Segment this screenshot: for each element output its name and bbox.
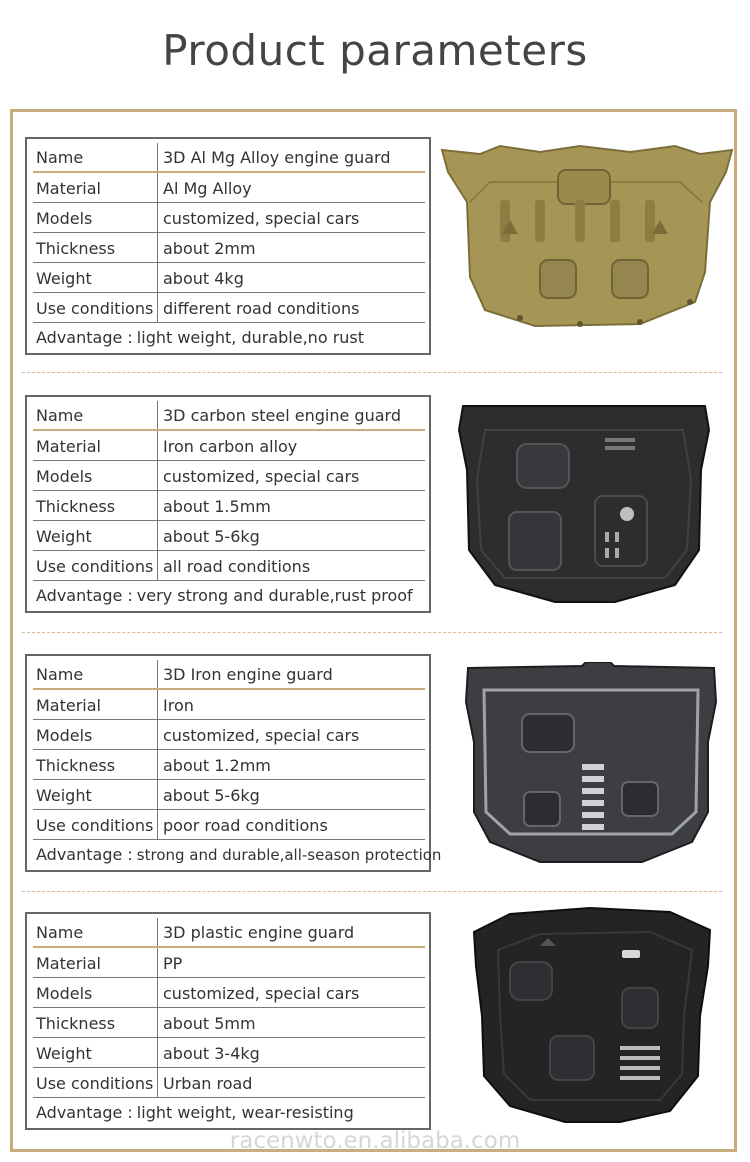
spec-row-advantage: [36, 1103, 354, 1122]
spec-row-weight: [33, 263, 425, 293]
product-block-iron: [0, 654, 750, 872]
spec-label: Thickness: [36, 1014, 116, 1033]
spec-value: strong and durable,all-season protection: [136, 846, 442, 864]
spec-row-thickness: [33, 750, 425, 780]
spec-label: Name: [36, 148, 84, 167]
spec-label: Advantage :: [36, 328, 133, 347]
spec-value: about 2mm: [163, 239, 256, 258]
product-block-aluminum: [0, 137, 750, 355]
spec-value: light weight, wear-resisting: [136, 1103, 354, 1122]
spec-value: customized, special cars: [163, 467, 360, 486]
section-divider: [22, 632, 722, 633]
spec-value: 3D carbon steel engine guard: [163, 406, 401, 425]
spec-table: [25, 395, 431, 613]
spec-label: Use conditions: [36, 557, 154, 576]
section-divider: [22, 372, 722, 373]
spec-row-thickness: [33, 491, 425, 521]
spec-value: 3D Iron engine guard: [163, 665, 333, 684]
spec-value: Al Mg Alloy: [163, 179, 252, 198]
spec-row-use-conditions: [33, 1068, 425, 1098]
spec-label: Use conditions: [36, 299, 154, 318]
spec-row-models: [33, 720, 425, 750]
section-divider: [22, 891, 722, 892]
spec-label: Weight: [36, 1044, 92, 1063]
spec-value: very strong and durable,rust proof: [136, 586, 413, 605]
spec-label: Use conditions: [36, 1074, 154, 1093]
spec-value: Iron carbon alloy: [163, 437, 298, 456]
spec-label: Weight: [36, 269, 92, 288]
spec-row-models: [33, 203, 425, 233]
spec-label: Weight: [36, 527, 92, 546]
spec-label: Material: [36, 179, 101, 198]
spec-value: about 1.5mm: [163, 497, 271, 516]
spec-label: Advantage :: [36, 1103, 133, 1122]
spec-row-advantage: [36, 845, 441, 864]
engine-guard-carbon-steel-icon: [455, 400, 715, 605]
spec-value: light weight, durable,no rust: [136, 328, 365, 347]
spec-table: [25, 912, 431, 1130]
spec-row-material: [33, 173, 425, 203]
page-title: Product parameters: [162, 26, 588, 75]
spec-label: Advantage :: [36, 586, 133, 605]
spec-value: about 4kg: [163, 269, 244, 288]
spec-label: Thickness: [36, 239, 116, 258]
spec-label: Thickness: [36, 497, 116, 516]
spec-table: [25, 654, 442, 872]
spec-label: Material: [36, 696, 101, 715]
spec-value: 3D Al Mg Alloy engine guard: [163, 148, 391, 167]
engine-guard-plastic-icon: [470, 906, 715, 1124]
spec-row-advantage: [36, 586, 413, 605]
spec-value: about 1.2mm: [163, 756, 271, 775]
spec-row-models: [33, 978, 425, 1008]
spec-value: about 3-4kg: [163, 1044, 260, 1063]
spec-label: Thickness: [36, 756, 116, 775]
engine-guard-aluminum-icon: [440, 142, 735, 337]
spec-row-name: [33, 401, 425, 431]
spec-value: PP: [163, 954, 183, 973]
spec-value: different road conditions: [163, 299, 360, 318]
engine-guard-iron-icon: [462, 662, 720, 867]
spec-value: 3D plastic engine guard: [163, 923, 355, 942]
spec-row-use-conditions: [33, 293, 425, 323]
spec-row-advantage: [36, 328, 364, 347]
spec-label: Weight: [36, 786, 92, 805]
spec-label: Use conditions: [36, 816, 154, 835]
spec-row-thickness: [33, 233, 425, 263]
spec-value: customized, special cars: [163, 984, 360, 1003]
spec-label: Models: [36, 984, 93, 1003]
spec-row-use-conditions: [33, 551, 425, 581]
spec-value: Iron: [163, 696, 194, 715]
spec-label: Name: [36, 923, 84, 942]
spec-row-name: [33, 660, 425, 690]
spec-row-thickness: [33, 1008, 425, 1038]
spec-value: customized, special cars: [163, 209, 360, 228]
spec-label: Material: [36, 954, 101, 973]
spec-label: Models: [36, 209, 93, 228]
spec-row-material: [33, 948, 425, 978]
spec-table: [25, 137, 431, 355]
spec-value: all road conditions: [163, 557, 311, 576]
spec-value: about 5-6kg: [163, 527, 260, 546]
spec-value: poor road conditions: [163, 816, 328, 835]
spec-value: about 5-6kg: [163, 786, 260, 805]
spec-label: Advantage :: [36, 845, 133, 864]
spec-value: Urban road: [163, 1074, 253, 1093]
spec-label: Material: [36, 437, 101, 456]
spec-label: Name: [36, 665, 84, 684]
spec-row-material: [33, 431, 425, 461]
spec-row-name: [33, 918, 425, 948]
spec-row-name: [33, 143, 425, 173]
spec-row-weight: [33, 1038, 425, 1068]
spec-row-material: [33, 690, 425, 720]
spec-label: Name: [36, 406, 84, 425]
spec-row-weight: [33, 521, 425, 551]
watermark: racenwto.en.alibaba.com: [229, 1128, 521, 1154]
product-block-carbon-steel: [0, 395, 750, 613]
spec-row-use-conditions: [33, 810, 425, 840]
spec-value: customized, special cars: [163, 726, 360, 745]
spec-row-weight: [33, 780, 425, 810]
product-block-plastic: [0, 912, 750, 1130]
spec-label: Models: [36, 467, 93, 486]
spec-row-models: [33, 461, 425, 491]
spec-value: about 5mm: [163, 1014, 256, 1033]
spec-label: Models: [36, 726, 93, 745]
